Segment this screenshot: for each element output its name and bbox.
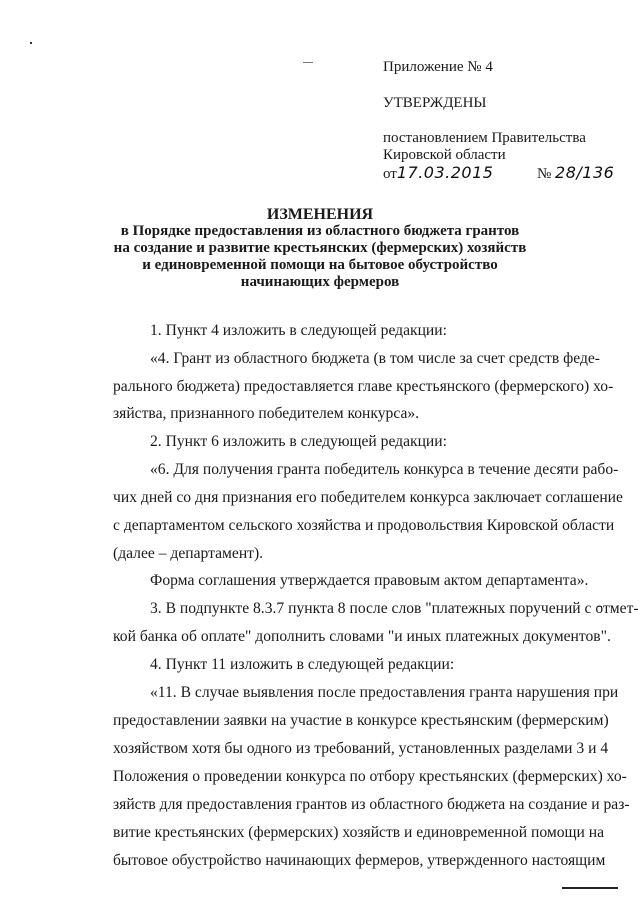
appendix-label: Приложение № 4 bbox=[383, 59, 493, 75]
decree-line-2: Кировской области bbox=[383, 147, 506, 163]
title-line-4: начинающих фермеров bbox=[240, 274, 400, 290]
body-line: бытовое обустройство начинающих фермеров, утвержденного настоящим bbox=[113, 852, 606, 869]
approved-label: УТВЕРЖДЕНЫ bbox=[383, 95, 487, 111]
body-line: предоставлении заявки на участие в конкурсе крестьянским (фермерским) bbox=[113, 712, 609, 729]
body-line: хозяйством хотя бы одного из требований, установленных разделами 3 и 4 bbox=[113, 740, 609, 757]
body-line: Положения о проведении конкурса по отбору крестьянских (фермерских) хо- bbox=[113, 768, 627, 785]
scan-speck bbox=[30, 42, 32, 44]
body-line: «4. Грант из областного бюджета (в том числе за счет средств феде- bbox=[150, 350, 600, 367]
title-line-3: и единовременной помощи на бытовое обустройство bbox=[142, 257, 498, 273]
footer-underline bbox=[562, 887, 618, 889]
decree-line-1: постановлением Правительства bbox=[383, 130, 586, 146]
body-line: зяйств для предоставления грантов из областного бюджета на создание и раз- bbox=[113, 796, 630, 813]
title-line-1: в Порядке предоставления из областного бюджета грантов bbox=[120, 223, 520, 239]
paragraph-3: 3. В подпункте 8.3.7 пункта 8 после слов "платежных поручений с отмет- bbox=[150, 600, 639, 617]
body-line: «11. В случае выявления после предоставления гранта нарушения при bbox=[150, 684, 619, 701]
body-line: чих дней со дня признания его победителем конкурса заключает соглашение bbox=[113, 489, 623, 506]
number-prefix: № bbox=[536, 166, 552, 182]
body-line: витие крестьянских (фермерских) хозяйств и единовременной помощи на bbox=[113, 824, 605, 841]
body-line: рального бюджета) предоставляется главе крестьянского (фермерского) хо- bbox=[113, 378, 614, 395]
body-line: зяйства, признанного победителем конкурса». bbox=[113, 405, 420, 422]
scan-dash bbox=[303, 62, 313, 63]
body-line: (далее – департамент). bbox=[113, 545, 264, 562]
title-line-2: на создание и развитие крестьянских (фермерских) хозяйств bbox=[113, 240, 527, 256]
paragraph-1-heading: 1. Пункт 4 изложить в следующей редакции: bbox=[150, 322, 447, 339]
handwritten-date: 17.03.2015 bbox=[396, 163, 494, 182]
paragraph-4-heading: 4. Пункт 11 изложить в следующей редакции: bbox=[150, 656, 455, 673]
document-heading: ИЗМЕНЕНИЯ bbox=[266, 206, 374, 223]
body-line: Форма соглашения утверждается правовым актом департамента». bbox=[150, 572, 589, 589]
handwritten-number: 28/136 bbox=[555, 163, 615, 182]
body-line: кой банка об оплате" дополнить словами "и иных платежных документов". bbox=[113, 628, 611, 645]
paragraph-2-heading: 2. Пункт 6 изложить в следующей редакции: bbox=[150, 433, 447, 450]
body-line: с департаментом сельского хозяйства и продовольствия Кировской области bbox=[113, 517, 615, 534]
date-prefix: от bbox=[383, 166, 397, 182]
body-line: «6. Для получения гранта победитель конкурса в течение десяти рабо- bbox=[150, 461, 619, 478]
date-number-line bbox=[383, 164, 614, 183]
